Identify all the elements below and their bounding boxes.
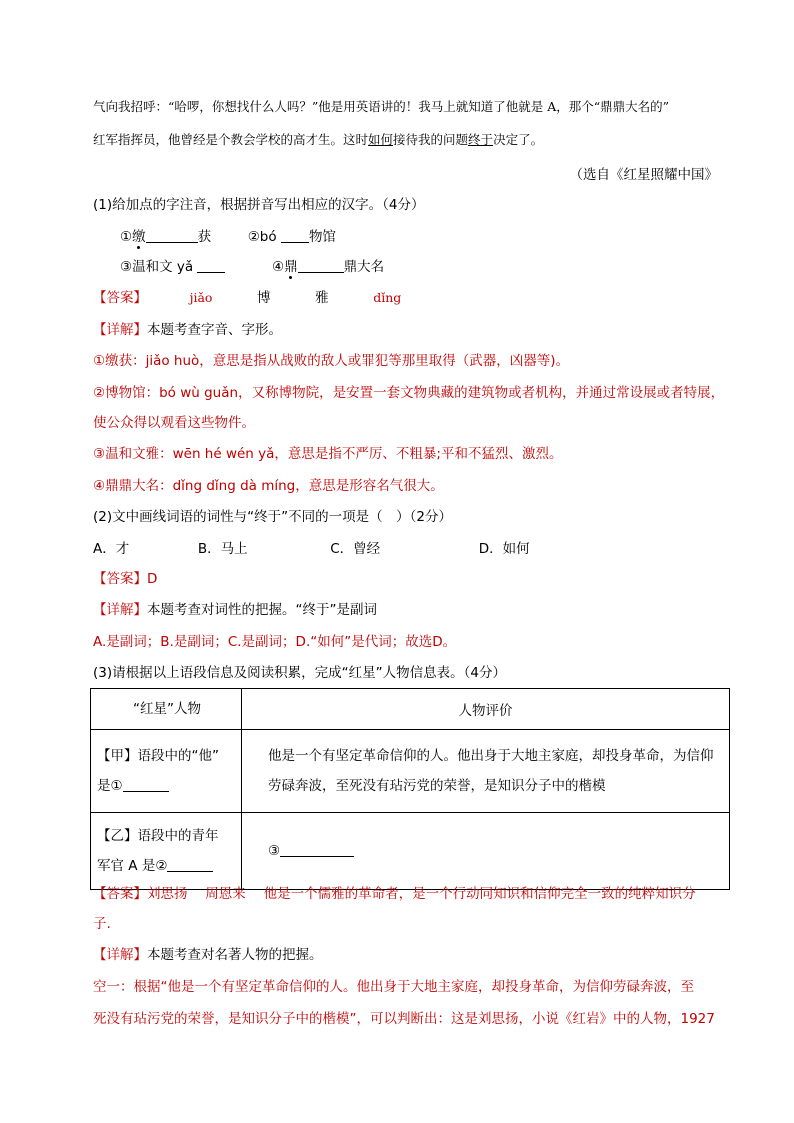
q1-stem: (1)给加点的字注音，根据拼音写出相应的汉字。（4分） [93,197,425,213]
answer-blank [167,857,213,872]
q2-answer [93,569,157,589]
item-text: 物馆 [308,229,336,245]
table-cell [242,813,730,890]
cell-text: 军官 A 是② [97,858,168,874]
item-text: 获 [197,229,212,245]
detail-text: 本题考查字音、字形。 [147,322,282,338]
table-cell [91,730,242,813]
option-b: B．马上 [197,541,248,557]
table-header-row [91,689,730,730]
q1-items-row-2 [120,257,384,277]
answer-label: 【答案】 [93,290,147,306]
dotted-char: 缴 [132,229,146,245]
table-header-cell: “红星”人物 [91,689,242,730]
character-info-table [90,688,730,890]
answer-label: 【答案】 [93,571,147,587]
underlined-word: 终于 [468,132,494,147]
detail-text: 本题考查对词性的把握。“终于”是副词 [147,602,377,618]
passage-line-2 [93,130,543,150]
q1-answer [93,288,401,308]
q3-answer-1 [93,884,696,904]
answer-value: 刘思扬 周恩来 他是一个儒雅的革命者，是一个行动同知识和信仰完全一致的纯粹知识分 [147,886,696,902]
q3-detail-1: 空一：根据“他是一个有坚定革命信仰的人。他出身于大地主家庭，却投身革命，为信仰劳碌奔波，至 [93,979,694,995]
detail-text: 本题考查对名著人物的把握。 [147,947,323,963]
item-text: ③温和文 yǎ [120,259,194,275]
answer-value: jiǎo [189,290,213,305]
q1-detail-2b: 使公众得以观看这些物件。 [93,415,255,431]
answer-value: 雅 [315,290,329,306]
table-row [91,813,730,890]
answer-label: 【答案】 [93,886,147,902]
option-c: C．曾经 [330,541,381,557]
item-text: 鼎大名 [343,259,385,275]
item-number: ① [120,229,133,245]
q2-detail [93,600,377,620]
passage-text: 决定了。 [493,132,544,147]
q1-detail-3: ③温和文雅：wēn hé wén yǎ，意思是指不严厉、不粗暴;平和不猛烈、激烈。 [93,446,563,462]
q1-detail-2a: ②博物馆：bó wù guǎn，又称博物院，是安置一套文物典藏的建筑物或者机构，并通过常设展或者特展， [93,385,725,401]
answer-value: dǐng [373,290,402,305]
cell-text: ③ [268,843,281,859]
q3-stem: (3)请根据以上语段信息及阅读积累，完成“红星”人物信息表。（4分） [93,665,506,681]
table-header-cell: 人物评价 [242,689,730,730]
detail-label: 【详解】 [93,947,147,963]
option-d: D．如何 [478,541,530,557]
cell-text: 是① [97,778,123,794]
answer-blank [280,842,354,857]
q2-stem: (2)文中画线词语的词性与“终于”不同的一项是（ ）（2分） [93,509,452,525]
underlined-word: 如何 [368,132,394,147]
answer-blank [298,258,344,273]
dotted-char: 鼎 [284,259,298,275]
passage-line-1: 气向我招呼：“哈啰，你想找什么人吗？”他是用英语讲的！我马上就知道了他就是 A，那个“鼎鼎大名的” [93,99,670,114]
table-row [91,730,730,813]
q1-detail-4: ④鼎鼎大名：dǐng dǐng dà míng，意思是形容名气很大。 [93,478,444,494]
detail-label: 【详解】 [93,602,147,618]
cell-text: 【甲】语段中的“他” [97,748,219,764]
source-note: （选自《红星照耀中国》 [569,167,718,183]
passage-text: 接待我的问题 [393,132,469,147]
q2-options [93,539,530,559]
table-cell: 他是一个有坚定革命信仰的人。他出身于大地主家庭，却投身革命，为信仰劳碌奔波，至死没有玷污党的荣誉，是知识分子中的楷模 [242,730,730,813]
item-number: ④ [272,259,285,275]
q1-detail-1: ①缴获：jiǎo huò，意思是指从战败的敌人或罪犯等那里取得（武器，凶器等)。 [93,353,570,369]
answer-value: D [147,571,158,587]
q3-detail [93,945,323,965]
detail-label: 【详解】 [93,322,147,338]
passage-text: 红军指挥员，他曾经是个教会学校的高才生。这时 [93,132,369,147]
answer-value: 博 [257,290,271,306]
answer-blank [146,228,198,243]
q2-detail-2: A.是副词；B.是副词；C.是副词；D.“如何”是代词；故选D。 [93,634,457,650]
option-a: A．才 [93,541,130,557]
q1-items-row-1 [120,227,336,247]
q3-detail-2: 死没有玷污党的荣誉，是知识分子中的楷模”，可以判断出：这是刘思扬，小说《红岩》中的人物，1927 [93,1011,715,1027]
answer-blank [123,777,169,792]
table-cell [91,813,242,890]
item-text: ②bó [247,229,277,245]
q1-detail [93,320,282,340]
cell-text: 【乙】语段中的青年 [97,828,219,844]
answer-blank [281,228,309,243]
answer-blank [197,258,225,273]
q3-answer-2: 子. [93,916,111,932]
